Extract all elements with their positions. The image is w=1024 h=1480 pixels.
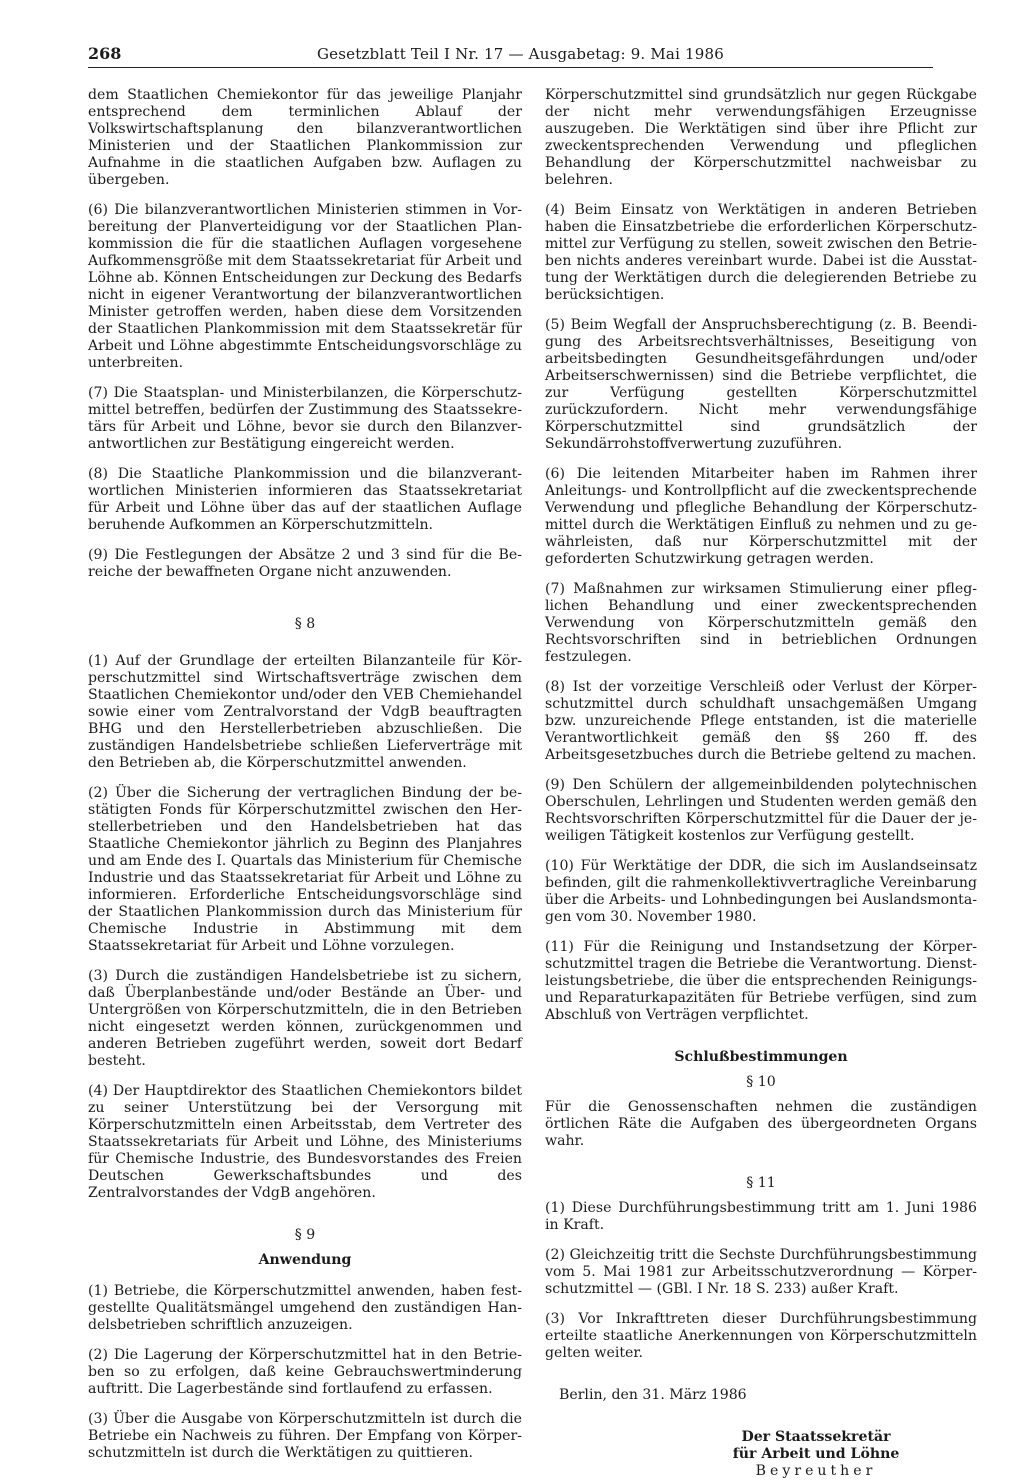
paragraph: (11) Für die Reinigung und Instandsetzung der Körperschutzmittel tragen die Betriebe die Verantwortung. Dienstleistungsbetriebe, die über die entsprechenden Reinigungs- und Reparaturkapazitäten für Betriebe verfügen, sind zum Abschluß von Verträgen verpflichtet. — [545, 939, 977, 1023]
paragraph: (4) Beim Einsatz von Werktätigen in anderen Betrieben haben die Einsatzbetriebe die erforderlichen Körperschutzmittel zur Verfügung zu stellen, soweit zwischen den Betrieben nichts anderes vereinbart wurde. Dabei ist die Ausstattung der Werktätigen durch die delegierenden Betriebe zu berücksichtigen. — [545, 202, 977, 303]
paragraph: (3) Über die Ausgabe von Körperschutzmitteln ist durch die Betriebe ein Nachweis zu führen. Der Empfang von Körperschutzmitteln ist durch die Werktätigen zu quittieren. — [88, 1411, 522, 1461]
section-title: Anwendung — [258, 1252, 352, 1268]
paragraph: (1) Auf der Grundlage der erteilten Bilanzanteile für Körperschutzmittel sind Wirtschaftsverträge zwischen dem Staatlichen Chemiekontor und/oder den VEB Chemiehandel sowie einer vom Zentralvorstand der VdgB beauftragten BHG und den Herstellerbetrieben abzuschließen. Die zuständigen Handelsbetriebe schließen Lieferverträge mit den Betrieben ab, die Körperschutzmittel anwenden. — [88, 653, 522, 771]
place-date: Berlin, den 31. März 1986 — [559, 1387, 747, 1403]
page-header — [88, 44, 933, 68]
signer-name: Beyreuther — [755, 1463, 877, 1479]
section-heading: § 8 — [294, 616, 316, 632]
section-heading: § 10 — [746, 1074, 776, 1090]
paragraph: (10) Für Werktätige der DDR, die sich im Auslandseinsatz befinden, gilt die rahmenkollektivvertragliche Vereinbarung über die Arbeits- und Lohnbedingungen bei Auslandsmontagen vom 30. November 1980. — [545, 858, 977, 925]
page-number: 268 — [88, 44, 122, 63]
paragraph: (3) Durch die zuständigen Handelsbetriebe ist zu sichern, daß Überplanbestände und/oder Bestände an Über- und Untergrößen von Körperschutzmitteln, die in den Betrieben nicht eingesetzt werden können, zurückgenommen und anderen Betrieben zugeführt werden, soweit dort Bedarf besteht. — [88, 968, 522, 1069]
left-column — [88, 87, 522, 1475]
paragraph: (3) Vor Inkrafttreten dieser Durchführungsbestimmung erteilte staatliche Anerkennungen von Körperschutzmitteln gelten weiter. — [545, 1311, 977, 1361]
paragraph: (5) Beim Wegfall der Anspruchsberechtigung (z. B. Beendigung des Arbeitsrechtsverhältnisses, Beseitigung von arbeitsbedingten Gesundheitsgefährdungen und/oder Arbeitserschwernissen) sind die Betriebe verpflichtet, die zur Verfügung gestellten Körperschutzmittel zurückzufordern. Nicht mehr verwendungsfähige Körperschutzmittel sind grundsätzlich der Sekundärrohstoffverwertung zuzuführen. — [545, 317, 977, 452]
section-heading: § 11 — [746, 1175, 776, 1191]
paragraph: Körperschutzmittel sind grundsätzlich nur gegen Rückgabe der nicht mehr verwendungsfähigen Erzeugnisse auszugeben. Die Werktätigen sind über ihre Pflicht zur zweckentsprechenden Verwendung und pfleglichen Behandlung der Körperschutzmittel nachweisbar zu belehren. — [545, 87, 977, 188]
paragraph: (8) Ist der vorzeitige Verschleiß oder Verlust der Körperschutzmittel durch schuldhaft unsachgemäßen Umgang bzw. unzureichende Pflege entstanden, ist die materielle Verantwortlichkeit gemäß den §§ 260 ff. des Arbeitsgesetzbuches durch die Betriebe geltend zu machen. — [545, 679, 977, 763]
paragraph: (7) Die Staatsplan- und Ministerbilanzen, die Körperschutzmittel betreffen, bedürfen der Zustimmung des Staatssekretärs für Arbeit und Löhne, bevor sie durch den Bilanzverantwortlichen zur Bestätigung eingereicht werden. — [88, 385, 522, 452]
paragraph: (6) Die bilanzverantwortlichen Ministerien stimmen in Vorbereitung der Planverteidigung vor der Staatlichen Plankommission die für die staatlichen Auflagen vorgesehene Aufkommensgröße mit dem Staatssekretariat für Arbeit und Löhne ab. Können Entscheidungen zur Deckung des Bedarfs nicht in eigener Verantwortung der bilanzverantwortlichen Minister getroffen werden, haben diese dem Vorsitzenden der Staatlichen Plankommission mit dem Staatssekretär für Arbeit und Löhne abgestimmte Entscheidungsvorschläge zu unterbreiten. — [88, 202, 522, 371]
paragraph: (9) Die Festlegungen der Absätze 2 und 3 sind für die Bereiche der bewaffneten Organe nicht anzuwenden. — [88, 547, 522, 580]
signature-block — [655, 1429, 977, 1480]
paragraph: (6) Die leitenden Mitarbeiter haben im Rahmen ihrer Anleitungs- und Kontrollpflicht auf die zweckentsprechende Verwendung und pflegliche Behandlung der Körperschutzmittel durch die Werktätigen Einfluß zu nehmen und zu gewährleisten, daß nur Körperschutzmittel mit der geforderten Schutzwirkung getragen werden. — [545, 466, 977, 567]
paragraph: (2) Gleichzeitig tritt die Sechste Durchführungsbestimmung vom 5. Mai 1981 zur Arbeitsschutzverordnung — Körperschutzmittel — (GBl. I Nr. 18 S. 233) außer Kraft. — [545, 1247, 977, 1297]
paragraph: (1) Betriebe, die Körperschutzmittel anwenden, haben festgestellte Qualitätsmängel umgehend den zuständigen Handelsbetrieben schriftlich anzuzeigen. — [88, 1283, 522, 1333]
right-column — [545, 87, 977, 1480]
paragraph: (2) Über die Sicherung der vertraglichen Bindung der bestätigten Fonds für Körperschutzmittel zwischen den Herstellerbetrieben und den Handelsbetrieben hat das Staatliche Chemiekontor jährlich zu Beginn des Planjahres und am Ende des I. Quartals das Ministerium für Chemische Industrie und das Staatssekretariat für Arbeit und Löhne zu informieren. Erforderliche Entscheidungsvorschläge sind der Staatlichen Plankommission durch das Ministerium für Chemische Industrie in Abstimmung mit dem Staatssekretariat für Arbeit und Löhne vorzulegen. — [88, 785, 522, 954]
section-title: Schlußbestimmungen — [674, 1049, 848, 1065]
paragraph: Für die Genossenschaften nehmen die zuständigen örtlichen Räte die Aufgaben des übergeordneten Organs wahr. — [545, 1099, 977, 1149]
paragraph: (1) Diese Durchführungsbestimmung tritt am 1. Juni 1986 in Kraft. — [545, 1200, 977, 1233]
signer-title: Der Staatssekretär — [741, 1429, 891, 1445]
section-heading: § 9 — [294, 1227, 316, 1243]
signer-title: für Arbeit und Löhne — [732, 1446, 900, 1462]
paragraph: (4) Der Hauptdirektor des Staatlichen Chemiekontors bildet zu seiner Unterstützung bei der Versorgung mit Körperschutzmitteln einen Arbeitsstab, dem Vertreter des Staatssekretariats für Arbeit und Löhne, des Ministeriums für Chemische Industrie, des Bundesvorstandes des Freien Deutschen Gewerkschaftsbundes und des Zentralvorstandes der VdgB angehören. — [88, 1083, 522, 1201]
paragraph: (9) Den Schülern der allgemeinbildenden polytechnischen Oberschulen, Lehrlingen und Studenten werden gemäß den Rechtsvorschriften Körperschutzmittel für die Dauer der jeweiligen Tätigkeit kostenlos zur Verfügung gestellt. — [545, 777, 977, 844]
paragraph: (7) Maßnahmen zur wirksamen Stimulierung einer pfleglichen Behandlung und einer zweckentsprechenden Verwendung von Körperschutzmitteln gemäß den Rechtsvorschriften sind in betrieblichen Ordnungen festzulegen. — [545, 581, 977, 665]
paragraph: (8) Die Staatliche Plankommission und die bilanzverantwortlichen Ministerien informieren das Staatssekretariat für Arbeit und Löhne über das auf der staatlichen Auflage beruhende Aufkommen an Körperschutzmitteln. — [88, 466, 522, 533]
paragraph: (2) Die Lagerung der Körperschutzmittel hat in den Betrieben so zu erfolgen, daß keine Gebrauchswertminderung auftritt. Die Lagerbestände sind fortlaufend zu erfassen. — [88, 1347, 522, 1397]
running-title: Gesetzblatt Teil I Nr. 17 — Ausgabetag: 9. Mai 1986 — [316, 45, 725, 63]
paragraph: dem Staatlichen Chemiekontor für das jeweilige Planjahr entsprechend dem terminlichen Ablauf der Volkswirtschaftsplanung den bilanzverantwortlichen Ministerien und der Staatlichen Plankommission zur Aufnahme in die staatlichen Aufgaben bzw. Auflagen zu übergeben. — [88, 87, 522, 188]
